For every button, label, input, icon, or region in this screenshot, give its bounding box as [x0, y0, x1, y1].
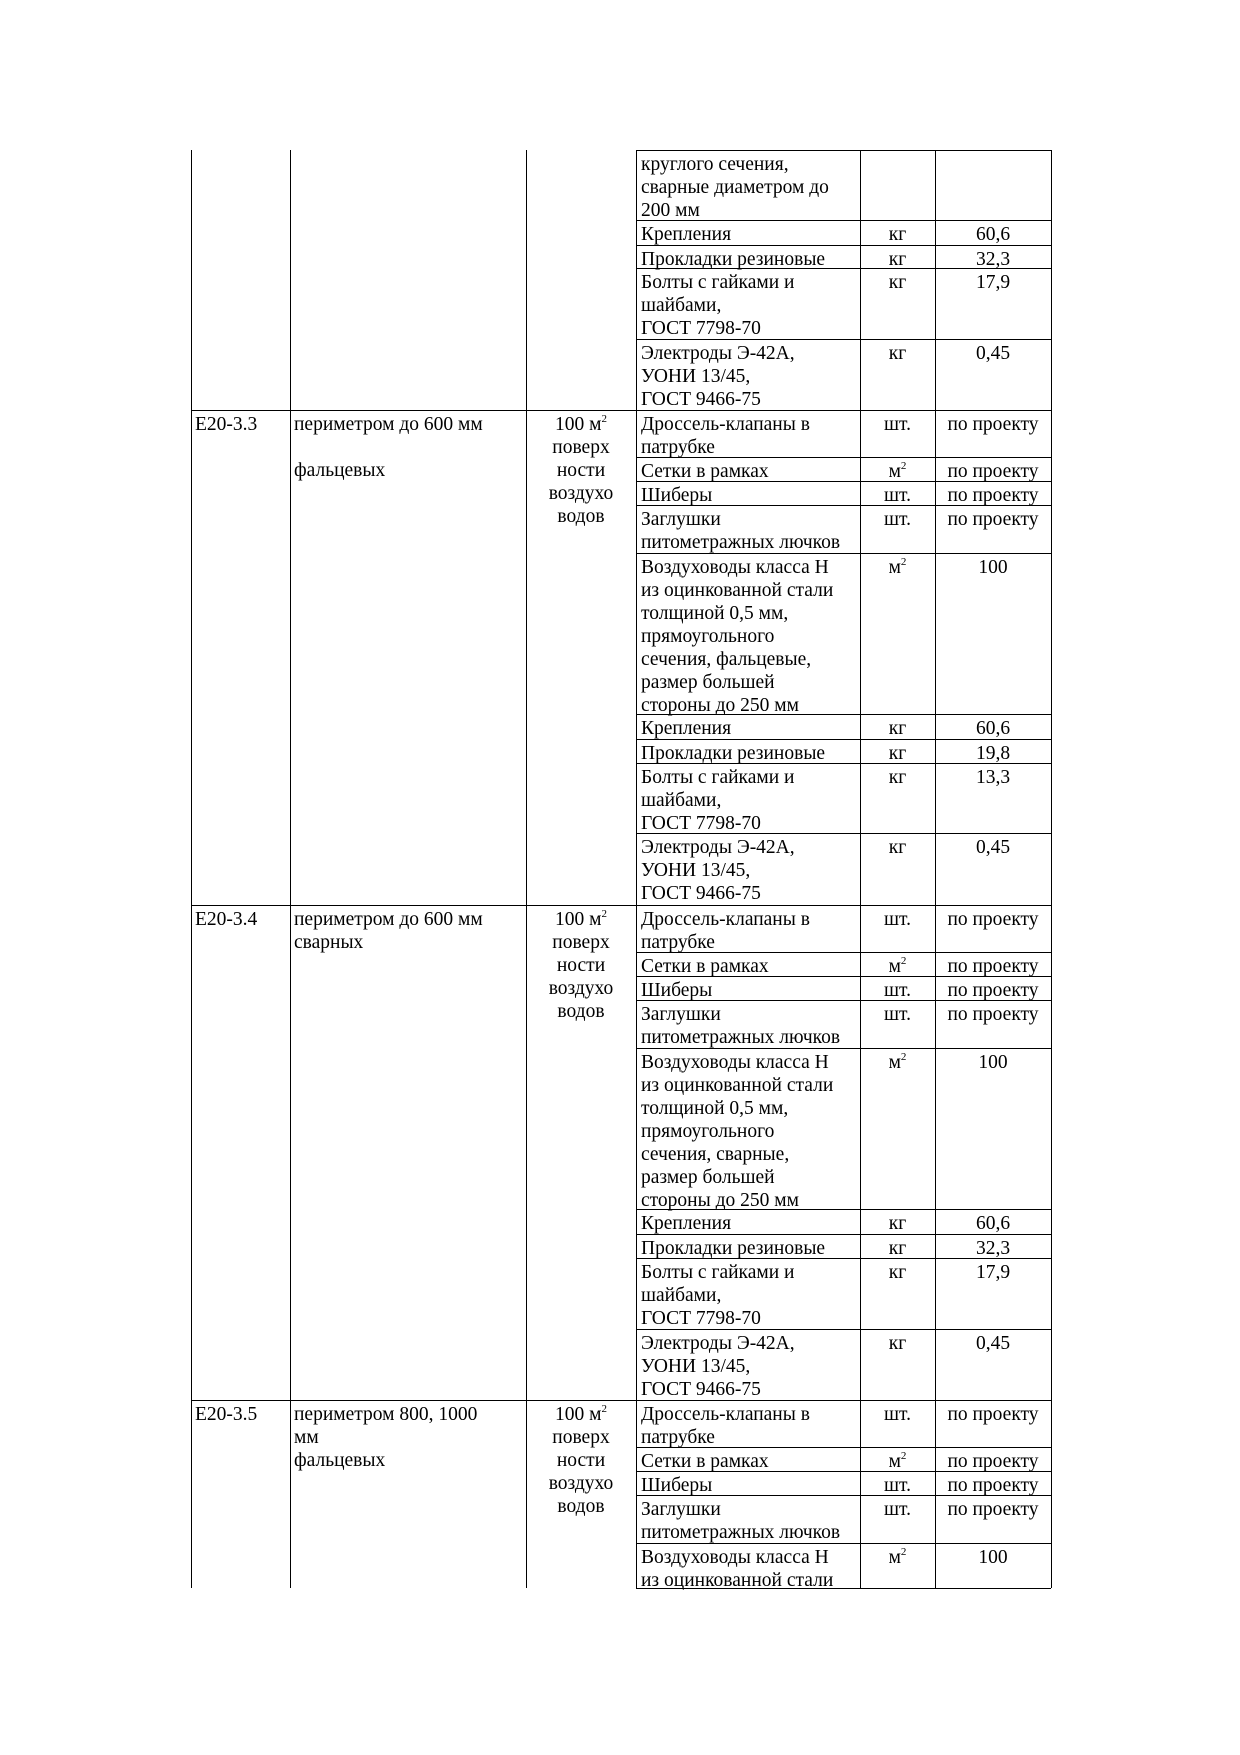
- material-unit: [860, 1546, 935, 1569]
- material-unit-superscript: 2: [900, 1450, 907, 1462]
- material-unit: кг: [888, 743, 907, 764]
- material-name: Шиберы: [641, 1475, 713, 1496]
- measure-unit-base: 100 м: [555, 909, 602, 930]
- right-border: [1051, 150, 1052, 1588]
- material-name: Воздуховоды класса Н из оцинкованной стали: [641, 1547, 834, 1591]
- material-name: Электроды Э-42А, УОНИ 13/45, ГОСТ 9466-75: [641, 1333, 795, 1400]
- materials-row-rule: [636, 905, 1051, 906]
- material-name: Крепления: [641, 718, 732, 739]
- material-name: Дроссель-клапаны в патрубке: [641, 414, 810, 458]
- material-unit: шт.: [884, 1499, 911, 1520]
- material-qty: 60,6: [975, 718, 1011, 739]
- measure-unit-text: поверх ности воздухо водов: [548, 932, 614, 1022]
- material-qty: по проекту: [947, 909, 1039, 930]
- material-unit: шт.: [884, 485, 911, 506]
- material-unit-base: м: [888, 1052, 901, 1073]
- material-unit: кг: [888, 837, 907, 858]
- material-name: Воздуховоды класса Н из оцинкованной стали толщиной 0,5 мм, прямоугольного сечения, фальцевые, размер большей стороны до 250 мм: [641, 557, 834, 716]
- section-rule: [191, 1400, 636, 1401]
- material-unit-base: м: [888, 557, 901, 578]
- material-qty: по проекту: [947, 980, 1039, 1001]
- material-unit-base: м: [888, 1547, 901, 1568]
- rate-code: Е20-3.4: [195, 909, 258, 930]
- material-qty: по проекту: [947, 1475, 1039, 1496]
- material-unit: шт.: [884, 980, 911, 1001]
- material-unit: кг: [888, 767, 907, 788]
- material-qty: 13,3: [975, 767, 1011, 788]
- material-qty: по проекту: [947, 1004, 1039, 1025]
- material-name: Болты с гайками и шайбами, ГОСТ 7798-70: [641, 272, 795, 339]
- material-name: Крепления: [641, 224, 732, 245]
- material-qty: по проекту: [947, 509, 1039, 530]
- material-unit: шт.: [884, 414, 911, 435]
- rate-code: Е20-3.5: [195, 1404, 258, 1425]
- material-name: Воздуховоды класса Н из оцинкованной стали толщиной 0,5 мм, прямоугольного сечения, сварные, размер большей стороны до 250 мм: [641, 1052, 834, 1211]
- qty-column-rule: [935, 150, 936, 1588]
- material-name: Прокладки резиновые: [641, 249, 826, 270]
- material-qty: 60,6: [975, 224, 1011, 245]
- material-unit: кг: [888, 1238, 907, 1259]
- material-qty: 100: [978, 1547, 1008, 1568]
- material-name: Электроды Э-42А, УОНИ 13/45, ГОСТ 9466-75: [641, 837, 795, 904]
- material-unit: кг: [888, 224, 907, 245]
- unit-column-rule: [860, 150, 861, 1588]
- material-name: Шиберы: [641, 980, 713, 1001]
- measure-unit-base: 100 м: [555, 1404, 602, 1425]
- measure-unit-text: поверх ности воздухо водов: [548, 1427, 614, 1517]
- material-name: Шиберы: [641, 485, 713, 506]
- material-unit-base: м: [888, 956, 901, 977]
- rate-code: Е20-3.3: [195, 414, 258, 435]
- material-name: круглого сечения, сварные диаметром до 200 мм: [641, 154, 829, 221]
- measure-unit: [526, 413, 636, 436]
- material-qty: по проекту: [947, 485, 1039, 506]
- material-unit: кг: [888, 1333, 907, 1354]
- work-description: периметром до 600 мм сварных: [294, 909, 483, 953]
- material-unit: кг: [888, 1213, 907, 1234]
- material-unit: кг: [888, 343, 907, 364]
- measure-unit-superscript: 2: [601, 908, 607, 920]
- material-unit: [860, 955, 935, 978]
- material-name: Прокладки резиновые: [641, 1238, 826, 1259]
- material-unit: кг: [888, 272, 907, 293]
- material-qty: 100: [978, 557, 1008, 578]
- material-name: Дроссель-клапаны в патрубке: [641, 1404, 810, 1448]
- material-qty: 17,9: [975, 1262, 1011, 1283]
- measure-unit-text: поверх ности воздухо водов: [548, 437, 614, 527]
- material-qty: 0,45: [975, 837, 1011, 858]
- measure-unit: [526, 1403, 636, 1426]
- material-name: Прокладки резиновые: [641, 743, 826, 764]
- material-name: Заглушки питометражных лючков: [641, 509, 841, 553]
- material-qty: 19,8: [975, 743, 1011, 764]
- material-qty: 0,45: [975, 1333, 1011, 1354]
- material-name: Сетки в рамках: [641, 1451, 769, 1472]
- material-qty: 100: [978, 1052, 1008, 1073]
- material-unit: шт.: [884, 509, 911, 530]
- materials-left-border: [636, 150, 637, 1588]
- material-unit: кг: [888, 1262, 907, 1283]
- material-unit-base: м: [888, 1451, 901, 1472]
- material-unit: [860, 460, 935, 483]
- material-qty: 60,6: [975, 1213, 1011, 1234]
- material-qty: по проекту: [947, 414, 1039, 435]
- material-qty: по проекту: [947, 1404, 1039, 1425]
- material-unit: кг: [888, 718, 907, 739]
- material-unit: кг: [888, 249, 907, 270]
- material-name: Электроды Э-42А, УОНИ 13/45, ГОСТ 9466-75: [641, 343, 795, 410]
- material-unit: шт.: [884, 1404, 911, 1425]
- material-unit-base: м: [888, 461, 901, 482]
- material-unit-superscript: 2: [900, 1051, 907, 1063]
- materials-row-rule: [636, 150, 1051, 151]
- material-unit: [860, 556, 935, 579]
- material-unit: шт.: [884, 1004, 911, 1025]
- material-unit: шт.: [884, 1475, 911, 1496]
- material-qty: по проекту: [947, 461, 1039, 482]
- material-unit: шт.: [884, 909, 911, 930]
- material-unit: [860, 1450, 935, 1473]
- material-qty: 17,9: [975, 272, 1011, 293]
- material-name: Сетки в рамках: [641, 461, 769, 482]
- material-unit: [860, 1051, 935, 1074]
- material-unit-superscript: 2: [900, 556, 907, 568]
- material-qty: 0,45: [975, 343, 1011, 364]
- measure-unit-base: 100 м: [555, 414, 602, 435]
- material-name: Болты с гайками и шайбами, ГОСТ 7798-70: [641, 767, 795, 834]
- section-rule: [191, 905, 636, 906]
- material-name: Заглушки питометражных лючков: [641, 1499, 841, 1543]
- material-name: Болты с гайками и шайбами, ГОСТ 7798-70: [641, 1262, 795, 1329]
- code-column-rule: [290, 150, 291, 1588]
- measure-unit-superscript: 2: [601, 413, 607, 425]
- measure-unit-superscript: 2: [601, 1403, 607, 1415]
- description-column-rule: [526, 150, 527, 1588]
- material-qty: по проекту: [947, 956, 1039, 977]
- work-description: периметром до 600 мм фальцевых: [294, 414, 483, 481]
- work-description: периметром 800, 1000 мм фальцевых: [294, 1404, 478, 1471]
- material-unit-superscript: 2: [900, 1546, 907, 1558]
- material-name: Крепления: [641, 1213, 732, 1234]
- material-name: Заглушки питометражных лючков: [641, 1004, 841, 1048]
- material-qty: по проекту: [947, 1451, 1039, 1472]
- material-unit-superscript: 2: [900, 955, 907, 967]
- material-qty: по проекту: [947, 1499, 1039, 1520]
- material-qty: 32,3: [975, 1238, 1011, 1259]
- left-border: [191, 150, 192, 1588]
- material-name: Дроссель-клапаны в патрубке: [641, 909, 810, 953]
- measure-unit: [526, 908, 636, 931]
- material-name: Сетки в рамках: [641, 956, 769, 977]
- material-qty: 32,3: [975, 249, 1011, 270]
- material-unit-superscript: 2: [900, 460, 907, 472]
- section-rule: [191, 410, 636, 411]
